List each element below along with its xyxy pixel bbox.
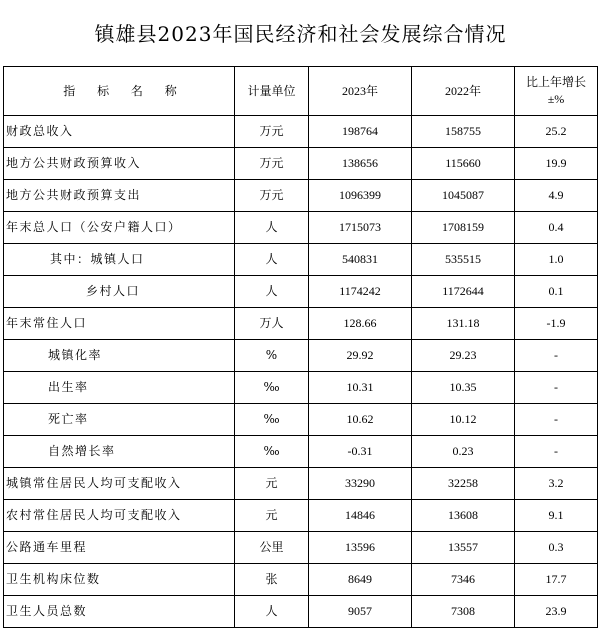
table-row: [4, 308, 598, 340]
table-row: [4, 500, 598, 532]
row-value-2022: 13608: [412, 500, 515, 532]
row-unit: %: [235, 340, 309, 372]
table-row: [4, 436, 598, 468]
row-unit: 张: [235, 564, 309, 596]
table-row: [4, 372, 598, 404]
row-name: 出生率: [4, 372, 235, 404]
row-name: 地方公共财政预算收入: [4, 148, 235, 180]
row-name: 年末总人口（公安户籍人口）: [4, 212, 235, 244]
row-value-2022: 0.23: [412, 436, 515, 468]
row-unit: 元: [235, 500, 309, 532]
header-year-2022: 2022年: [412, 67, 515, 116]
table-row: [4, 596, 598, 628]
header-change: [515, 67, 598, 116]
row-name: 年末常住人口: [4, 308, 235, 340]
row-unit: ‰: [235, 372, 309, 404]
row-value-2022: 535515: [412, 244, 515, 276]
row-unit: 万元: [235, 148, 309, 180]
row-change: 23.9: [515, 596, 598, 628]
row-value-2022: 10.35: [412, 372, 515, 404]
row-unit: 人: [235, 596, 309, 628]
table-row: [4, 468, 598, 500]
table-row: [4, 116, 598, 148]
row-value-2023: 8649: [309, 564, 412, 596]
row-unit: ‰: [235, 436, 309, 468]
row-change: 4.9: [515, 180, 598, 212]
row-value-2022: 131.18: [412, 308, 515, 340]
table-header-row: [4, 67, 598, 116]
row-value-2023: 14846: [309, 500, 412, 532]
row-name: 卫生机构床位数: [4, 564, 235, 596]
row-value-2022: 1172644: [412, 276, 515, 308]
table-row: [4, 148, 598, 180]
table-row: [4, 244, 598, 276]
table-row: [4, 340, 598, 372]
header-change-line1: 比上年增长: [525, 75, 586, 89]
header-year-2023: 2023年: [309, 67, 412, 116]
row-change: 17.7: [515, 564, 598, 596]
row-change: 19.9: [515, 148, 598, 180]
row-value-2023: 10.62: [309, 404, 412, 436]
row-name: 城镇化率: [4, 340, 235, 372]
row-change: -: [515, 372, 598, 404]
row-value-2023: 10.31: [309, 372, 412, 404]
row-value-2023: 1174242: [309, 276, 412, 308]
row-name: 自然增长率: [4, 436, 235, 468]
row-unit: 万元: [235, 116, 309, 148]
row-value-2022: 7346: [412, 564, 515, 596]
row-unit: 公里: [235, 532, 309, 564]
table-row: [4, 404, 598, 436]
row-value-2022: 10.12: [412, 404, 515, 436]
row-name: 地方公共财政预算支出: [4, 180, 235, 212]
row-name: 财政总收入: [4, 116, 235, 148]
row-unit: 元: [235, 468, 309, 500]
row-unit: 人: [235, 276, 309, 308]
row-name: 城镇常住居民人均可支配收入: [4, 468, 235, 500]
row-name: 农村常住居民人均可支配收入: [4, 500, 235, 532]
row-change: -1.9: [515, 308, 598, 340]
statistics-table: [3, 66, 598, 628]
row-value-2022: 29.23: [412, 340, 515, 372]
row-unit: 万元: [235, 180, 309, 212]
row-name: 卫生人员总数: [4, 596, 235, 628]
row-change: 0.3: [515, 532, 598, 564]
row-value-2022: 32258: [412, 468, 515, 500]
row-unit: 万人: [235, 308, 309, 340]
header-change-line2: ±%: [547, 92, 565, 106]
table-row: [4, 276, 598, 308]
row-unit: 人: [235, 244, 309, 276]
row-change: 0.4: [515, 212, 598, 244]
header-unit: 计量单位: [235, 67, 309, 116]
row-change: 9.1: [515, 500, 598, 532]
row-change: 0.1: [515, 276, 598, 308]
row-value-2023: 198764: [309, 116, 412, 148]
table-row: [4, 180, 598, 212]
row-value-2022: 1708159: [412, 212, 515, 244]
row-value-2022: 158755: [412, 116, 515, 148]
row-value-2023: 540831: [309, 244, 412, 276]
row-value-2023: 29.92: [309, 340, 412, 372]
table-row: [4, 564, 598, 596]
row-change: 25.2: [515, 116, 598, 148]
row-value-2022: 7308: [412, 596, 515, 628]
row-value-2022: 115660: [412, 148, 515, 180]
row-value-2023: 13596: [309, 532, 412, 564]
row-unit: ‰: [235, 404, 309, 436]
row-name: 乡村人口: [4, 276, 235, 308]
row-value-2022: 13557: [412, 532, 515, 564]
row-value-2023: -0.31: [309, 436, 412, 468]
row-value-2023: 128.66: [309, 308, 412, 340]
table-row: [4, 532, 598, 564]
row-name: 死亡率: [4, 404, 235, 436]
row-value-2023: 33290: [309, 468, 412, 500]
document-title: 镇雄县2023年国民经济和社会发展综合情况: [94, 21, 507, 46]
row-change: -: [515, 340, 598, 372]
row-value-2022: 1045087: [412, 180, 515, 212]
row-change: 3.2: [515, 468, 598, 500]
row-change: 1.0: [515, 244, 598, 276]
row-change: -: [515, 404, 598, 436]
row-unit: 人: [235, 212, 309, 244]
table-row: [4, 212, 598, 244]
row-value-2023: 138656: [309, 148, 412, 180]
row-value-2023: 1715073: [309, 212, 412, 244]
row-name: 公路通车里程: [4, 532, 235, 564]
row-value-2023: 9057: [309, 596, 412, 628]
row-value-2023: 1096399: [309, 180, 412, 212]
row-change: -: [515, 436, 598, 468]
row-name: 其中：城镇人口: [4, 244, 235, 276]
header-indicator-name: 指 标 名 称: [4, 67, 235, 116]
